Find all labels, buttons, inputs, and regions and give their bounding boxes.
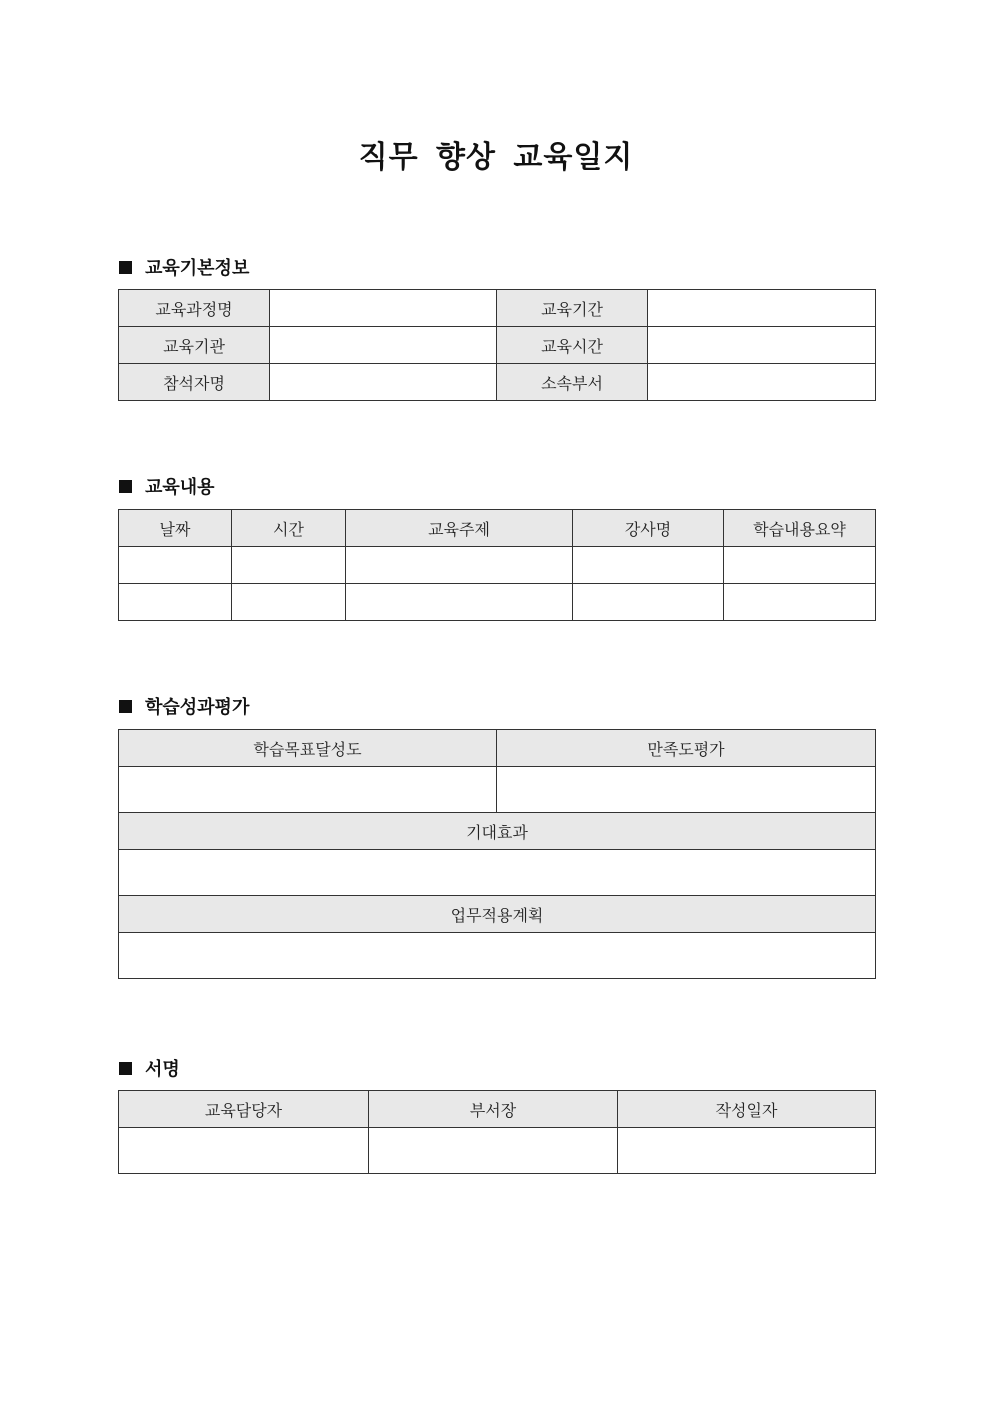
time-cell[interactable]	[232, 547, 346, 584]
department-label: 소속부서	[497, 364, 648, 401]
work-application-label: 업무적용계획	[119, 896, 876, 933]
section-heading-label: 학습성과평가	[145, 697, 250, 718]
evaluation-table	[118, 729, 876, 979]
instructor-cell[interactable]	[573, 547, 724, 584]
goal-achievement-label: 학습목표달성도	[119, 730, 497, 767]
summary-cell[interactable]	[724, 584, 876, 621]
date-written-field[interactable]	[618, 1128, 876, 1174]
signature-table	[118, 1090, 876, 1174]
table-header-row	[119, 730, 876, 767]
attendee-label: 참석자명	[119, 364, 270, 401]
table-row	[119, 290, 876, 327]
course-period-label: 교육기간	[497, 290, 648, 327]
department-head-signature-field[interactable]	[369, 1128, 618, 1174]
column-header-time: 시간	[232, 510, 346, 547]
time-cell[interactable]	[232, 584, 346, 621]
training-manager-label: 교육담당자	[119, 1091, 369, 1128]
section-heading-evaluation	[119, 693, 249, 719]
course-name-field[interactable]	[270, 290, 497, 327]
attendee-field[interactable]	[270, 364, 497, 401]
section-heading-basic-info	[119, 254, 249, 280]
table-header-row	[119, 813, 876, 850]
expected-effect-field[interactable]	[119, 850, 876, 896]
expected-effect-label: 기대효과	[119, 813, 876, 850]
department-head-label: 부서장	[369, 1091, 618, 1128]
table-row	[119, 850, 876, 896]
table-row	[119, 364, 876, 401]
satisfaction-field[interactable]	[497, 767, 876, 813]
section-heading-signature	[119, 1055, 180, 1081]
training-manager-signature-field[interactable]	[119, 1128, 369, 1174]
section-heading-content	[119, 473, 215, 499]
goal-achievement-field[interactable]	[119, 767, 497, 813]
course-hours-label: 교육시간	[497, 327, 648, 364]
instructor-cell[interactable]	[573, 584, 724, 621]
content-table	[118, 509, 876, 621]
work-application-field[interactable]	[119, 933, 876, 979]
table-row	[119, 767, 876, 813]
topic-cell[interactable]	[346, 584, 573, 621]
square-bullet-icon	[119, 480, 132, 493]
table-row	[119, 933, 876, 979]
date-cell[interactable]	[119, 547, 232, 584]
topic-cell[interactable]	[346, 547, 573, 584]
column-header-topic: 교육주제	[346, 510, 573, 547]
section-heading-label: 서명	[145, 1059, 180, 1080]
course-period-field[interactable]	[648, 290, 876, 327]
summary-cell[interactable]	[724, 547, 876, 584]
page-title: 직무 향상 교육일지	[358, 140, 634, 175]
date-written-label: 작성일자	[618, 1091, 876, 1128]
column-header-instructor: 강사명	[573, 510, 724, 547]
basic-info-table	[118, 289, 876, 401]
table-header-row	[119, 510, 876, 547]
table-row	[119, 584, 876, 621]
course-hours-field[interactable]	[648, 327, 876, 364]
table-header-row	[119, 896, 876, 933]
section-heading-label: 교육기본정보	[145, 258, 250, 279]
date-cell[interactable]	[119, 584, 232, 621]
institution-label: 교육기관	[119, 327, 270, 364]
table-header-row	[119, 1091, 876, 1128]
square-bullet-icon	[119, 700, 132, 713]
column-header-summary: 학습내용요약	[724, 510, 876, 547]
table-row	[119, 547, 876, 584]
section-heading-label: 교육내용	[145, 477, 215, 498]
square-bullet-icon	[119, 261, 132, 274]
column-header-date: 날짜	[119, 510, 232, 547]
course-name-label: 교육과정명	[119, 290, 270, 327]
table-row	[119, 1128, 876, 1174]
table-row	[119, 327, 876, 364]
satisfaction-label: 만족도평가	[497, 730, 876, 767]
square-bullet-icon	[119, 1062, 132, 1075]
institution-field[interactable]	[270, 327, 497, 364]
department-field[interactable]	[648, 364, 876, 401]
